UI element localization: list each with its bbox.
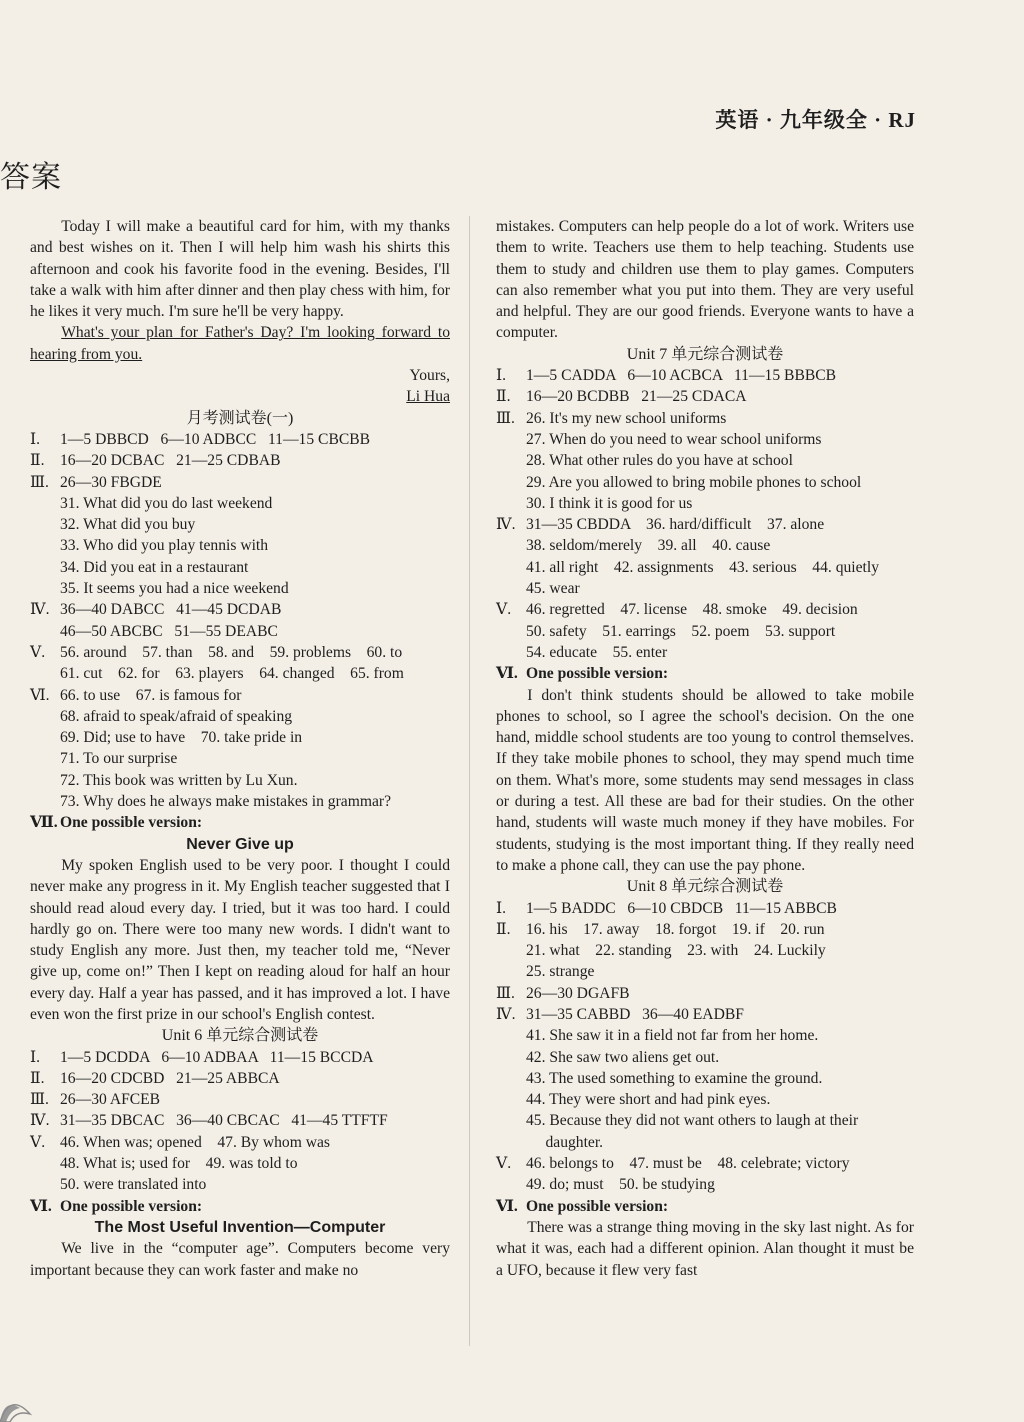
answer-number: Ⅳ. [496, 516, 516, 534]
answer-line [30, 642, 450, 663]
answer-line [30, 685, 450, 706]
answer-number [30, 1174, 60, 1195]
answer-text: 50. safety 51. earrings 52. poem 53. support [526, 622, 836, 640]
answer-text: 68. afraid to speak/afraid of speaking [60, 707, 293, 725]
answer-text: 34. Did you eat in a restaurant [60, 558, 249, 576]
answer-line [496, 578, 914, 599]
answer-number: Ⅱ. [496, 920, 511, 938]
answer-number [496, 1174, 526, 1195]
answer-line [496, 450, 914, 471]
answer-text: 42. She saw two aliens get out. [526, 1048, 720, 1066]
essay-text: My spoken English used to be very poor. I thought I could never make any progress in it. My English teacher suggested that I should read aloud every day. I tried, but it was too hard. I could hardly go on. There were too many new words. I didn't want to study English any more. Just then, my teacher told me, “Never give up, come on!” Then I kept on reading aloud for half an hour every day. Half a year has passed, and it has improved a lot. I have even won the first prize in our school's English contest. [30, 856, 450, 1023]
answer-line [30, 727, 450, 748]
answer-number: Ⅵ. [30, 686, 50, 704]
answer-number: Ⅴ. [496, 1155, 512, 1173]
essay-text: I don't think students should be allowed to take mobile phones to school, so I agree the school's decision. On the one hand, middle school students are too young to control themselves. If they take mobile phones to school, they may spend much time on them. What's more, some students may send messages in class or during a test. All these are bad for their studies. On the other hand, students will waste much money if they have mobiles. For students, studying is the most important thing. If they really need to make a phone call, they can use the pay phone. [496, 686, 914, 874]
answer-line [30, 1153, 450, 1174]
answer-text: 61. cut 62. for 63. players 64. changed 65. from [60, 665, 404, 683]
answer-number [496, 557, 526, 578]
answer-line [30, 493, 450, 514]
answer-line [496, 599, 914, 620]
answer-line [496, 983, 914, 1004]
answer-text: 16—20 DCBAC 21—25 CDBAB [60, 452, 281, 470]
answer-line [30, 1089, 450, 1110]
answer-text: 1—5 DBBCD 6—10 ADBCC 11—15 CBCBB [60, 430, 371, 448]
essay-text-continued: mistakes. Computers can help people do a lot of work. Writers use them to write. Teachers use them to help teaching. Students use them to study and children use them to play games. Computers can also remember what you put into them. They are very useful and helpful. They are our good friends. Everyone wants to have a computer. [496, 218, 914, 342]
section-title-unit-8: Unit 8 单元综合测试卷 [626, 878, 784, 896]
answer-line [496, 1132, 914, 1153]
answer-number [496, 940, 526, 961]
answer-number [496, 1089, 526, 1110]
answer-number [496, 578, 526, 599]
answer-text: 46. regretted 47. license 48. smoke 49. decision [526, 601, 858, 619]
answer-text: 72. This book was written by Lu Xun. [60, 771, 298, 789]
answer-number: Ⅲ. [496, 409, 515, 427]
answer-number: Ⅳ. [496, 1005, 516, 1023]
answer-line [496, 642, 914, 663]
section-title-unit-7: Unit 7 单元综合测试卷 [626, 345, 784, 363]
answer-line [496, 1153, 914, 1174]
header-subject: 英语 · 九年级全 · RJ [715, 108, 916, 132]
answer-text: 56. around 57. than 58. and 59. problems 60. to [60, 643, 403, 661]
answer-text: 32. What did you buy [60, 516, 196, 534]
writing-label: Ⅵ. One possible version: [496, 1197, 669, 1215]
answer-line [496, 365, 914, 386]
answer-line [30, 748, 450, 769]
answer-text: 46—50 ABCBC 51—55 DEABC [60, 622, 278, 640]
answer-number [30, 1153, 60, 1174]
essay-title: The Most Useful Invention—Computer [94, 1218, 386, 1236]
answer-line [30, 621, 450, 642]
column-divider [469, 216, 470, 1346]
answer-text: 41. all right 42. assignments 43. serious 44. quietly [526, 558, 879, 576]
answer-number [496, 1068, 526, 1089]
answer-text: 1—5 BADDC 6—10 CBDCB 11—15 ABBCB [526, 899, 837, 917]
answer-text: 45. wear [526, 580, 580, 598]
answer-line [496, 621, 914, 642]
answer-line [496, 1068, 914, 1089]
answer-number [30, 791, 60, 812]
writing-label: Ⅵ. One possible version: [30, 1197, 203, 1215]
answer-number [30, 514, 60, 535]
letter-paragraph-1: Today I will make a beautiful card for him, with my thanks and best wishes on it. Then I will help him wash his shirts this afternoon and cook his favorite food in the evening. Besides, I'll take a walk with him after dinner and then play chess with him, for he likes it very much. I'm sure he'll be very happy. [30, 218, 450, 321]
answer-line [30, 1047, 450, 1068]
answer-line [30, 770, 450, 791]
answer-line [496, 535, 914, 556]
answer-number [496, 621, 526, 642]
answer-number: Ⅰ. [30, 430, 41, 448]
answer-text: 26—30 FBGDE [60, 473, 162, 491]
answer-text: 28. What other rules do you have at school [526, 452, 793, 470]
answer-line [496, 514, 914, 535]
answer-line [496, 961, 914, 982]
answer-text: 30. I think it is good for us [526, 494, 693, 512]
answer-text: 27. When do you need to wear school uniforms [526, 430, 822, 448]
answer-number [30, 706, 60, 727]
answer-line [30, 706, 450, 727]
essay-text: We live in the “computer age”. Computers become very important because they can work faster and make no [30, 1240, 450, 1279]
letter-paragraph-2: What's your plan for Father's Day? I'm looking forward to hearing from you. [30, 324, 450, 363]
answer-number: Ⅴ. [496, 601, 512, 619]
answer-line [496, 493, 914, 514]
answer-number [30, 770, 60, 791]
answer-number [496, 493, 526, 514]
answer-text: 16—20 BCDBB 21—25 CDACA [526, 388, 747, 406]
answer-text: 44. They were short and had pink eyes. [526, 1091, 771, 1109]
answer-number [496, 535, 526, 556]
answer-line [496, 557, 914, 578]
answer-number [496, 429, 526, 450]
answer-number: Ⅴ. [30, 643, 46, 661]
answer-line [496, 1047, 914, 1068]
answer-number [496, 450, 526, 471]
answer-number [30, 663, 60, 684]
answer-line [30, 535, 450, 556]
essay-text: There was a strange thing moving in the sky last night. As for what it was, each had a different opinion. Alan thought it must be a UFO, because it flew very fast [496, 1218, 914, 1279]
answer-number: Ⅳ. [30, 1112, 50, 1130]
answer-line [30, 429, 450, 450]
answer-number [496, 1047, 526, 1068]
answer-text: 46. belongs to 47. must be 48. celebrate; victory [526, 1155, 850, 1173]
answer-text: 73. Why does he always make mistakes in grammar? [60, 793, 391, 811]
answer-line [496, 386, 914, 407]
answer-text: 54. educate 55. enter [526, 643, 668, 661]
answer-list-unit-7 [496, 365, 914, 663]
answer-text: 49. do; must 50. be studying [526, 1176, 715, 1194]
answer-number [496, 961, 526, 982]
answer-list-unit-6 [30, 1047, 450, 1196]
answer-line [496, 1174, 914, 1195]
letter-signoff-2: Li Hua [406, 388, 450, 406]
letter-signoff-1: Yours, [409, 367, 450, 385]
answer-number [496, 1025, 526, 1046]
answer-number [30, 493, 60, 514]
answer-line [30, 578, 450, 599]
answer-text: 16—20 CDCBD 21—25 ABBCA [60, 1069, 280, 1087]
answer-number [496, 472, 526, 493]
answer-line [496, 408, 914, 429]
answer-text: 26—30 AFCEB [60, 1091, 161, 1109]
answer-line [496, 1089, 914, 1110]
answer-text: 29. Are you allowed to bring mobile phones to school [526, 473, 862, 491]
writing-label: Ⅶ. One possible version: [30, 814, 203, 832]
answer-text: daughter. [526, 1133, 604, 1151]
answer-number: Ⅲ. [30, 1091, 49, 1109]
answer-number: Ⅳ. [30, 601, 50, 619]
writing-label: Ⅵ. One possible version: [496, 665, 669, 683]
answer-text: 31—35 CBDDA 36. hard/difficult 37. alone [526, 516, 825, 534]
answer-line [496, 940, 914, 961]
answer-text: 46. When was; opened 47. By whom was [60, 1133, 330, 1151]
answer-text: 71. To our surprise [60, 750, 178, 768]
answer-text: 66. to use 67. is famous for [60, 686, 242, 704]
answer-text: 41. She saw it in a field not far from her home. [526, 1027, 819, 1045]
section-title-monthly-test-1: 月考测试卷(一) [186, 409, 294, 427]
answer-text: 69. Did; use to have 70. take pride in [60, 729, 303, 747]
answer-number: Ⅰ. [496, 899, 507, 917]
answer-line [496, 1025, 914, 1046]
answer-line [30, 450, 450, 471]
answer-number: Ⅱ. [30, 452, 45, 470]
answer-number: Ⅱ. [30, 1069, 45, 1087]
section-title-unit-6: Unit 6 单元综合测试卷 [161, 1027, 319, 1045]
answer-line [30, 791, 450, 812]
answer-text: 16. his 17. away 18. forgot 19. if 20. run [526, 920, 825, 938]
answer-number: Ⅲ. [496, 984, 515, 1002]
answer-text: 35. It seems you had a nice weekend [60, 580, 289, 598]
answer-text: 25. strange [526, 963, 595, 981]
answer-text: 50. were translated into [60, 1176, 207, 1194]
answer-text: 1—5 CADDA 6—10 ACBCA 11—15 BBBCB [526, 367, 837, 385]
answer-line [496, 919, 914, 940]
answer-text: 33. Who did you play tennis with [60, 537, 269, 555]
answer-line [496, 1110, 914, 1131]
answer-number [496, 1132, 526, 1153]
answer-number [30, 578, 60, 599]
answer-number [30, 557, 60, 578]
answer-number: Ⅰ. [496, 367, 507, 385]
answer-line [30, 663, 450, 684]
answer-text: 26. It's my new school uniforms [526, 409, 727, 427]
answer-text: 31—35 CABBD 36—40 EADBF [526, 1005, 744, 1023]
answer-number [30, 535, 60, 556]
answer-number: Ⅱ. [496, 388, 511, 406]
answer-number [496, 642, 526, 663]
answer-line [30, 514, 450, 535]
answer-text: 26—30 DGAFB [526, 984, 630, 1002]
answer-number: Ⅴ. [30, 1133, 46, 1151]
answer-line [30, 472, 450, 493]
answer-text: 43. The used something to examine the ground. [526, 1069, 823, 1087]
answer-text: 31. What did you do last weekend [60, 494, 273, 512]
answer-number [496, 1110, 526, 1131]
answer-text: 31—35 DBCAC 36—40 CBCAC 41—45 TTFTF [60, 1112, 388, 1130]
answer-line [30, 1174, 450, 1195]
answer-text: 48. What is; used for 49. was told to [60, 1155, 298, 1173]
answer-line [496, 472, 914, 493]
answer-number: Ⅲ. [30, 473, 49, 491]
answer-line [30, 1110, 450, 1131]
answer-text: 45. Because they did not want others to laugh at their [526, 1112, 859, 1130]
answer-text: 1—5 DCDDA 6—10 ADBAA 11—15 BCCDA [60, 1048, 374, 1066]
right-column [496, 216, 914, 1281]
answer-text: 38. seldom/merely 39. all 40. cause [526, 537, 771, 555]
answer-list-monthly-test-1 [30, 429, 450, 812]
corner-decoration-icon [0, 1378, 34, 1422]
answer-text: 36—40 DABCC 41—45 DCDAB [60, 601, 282, 619]
header-answers: 答案 [0, 161, 62, 194]
answer-line [30, 557, 450, 578]
left-column [30, 216, 450, 1281]
answer-line [30, 599, 450, 620]
answer-number: Ⅰ. [30, 1048, 41, 1066]
answer-line [496, 898, 914, 919]
answer-number [30, 748, 60, 769]
answer-line [496, 429, 914, 450]
answer-text: 21. what 22. standing 23. with 24. Luckily [526, 942, 826, 960]
answer-number [30, 621, 60, 642]
answer-list-unit-8 [496, 898, 914, 1196]
essay-title: Never Give up [186, 835, 294, 853]
answer-line [30, 1068, 450, 1089]
answer-line [30, 1132, 450, 1153]
answer-number [30, 727, 60, 748]
answer-line [496, 1004, 914, 1025]
